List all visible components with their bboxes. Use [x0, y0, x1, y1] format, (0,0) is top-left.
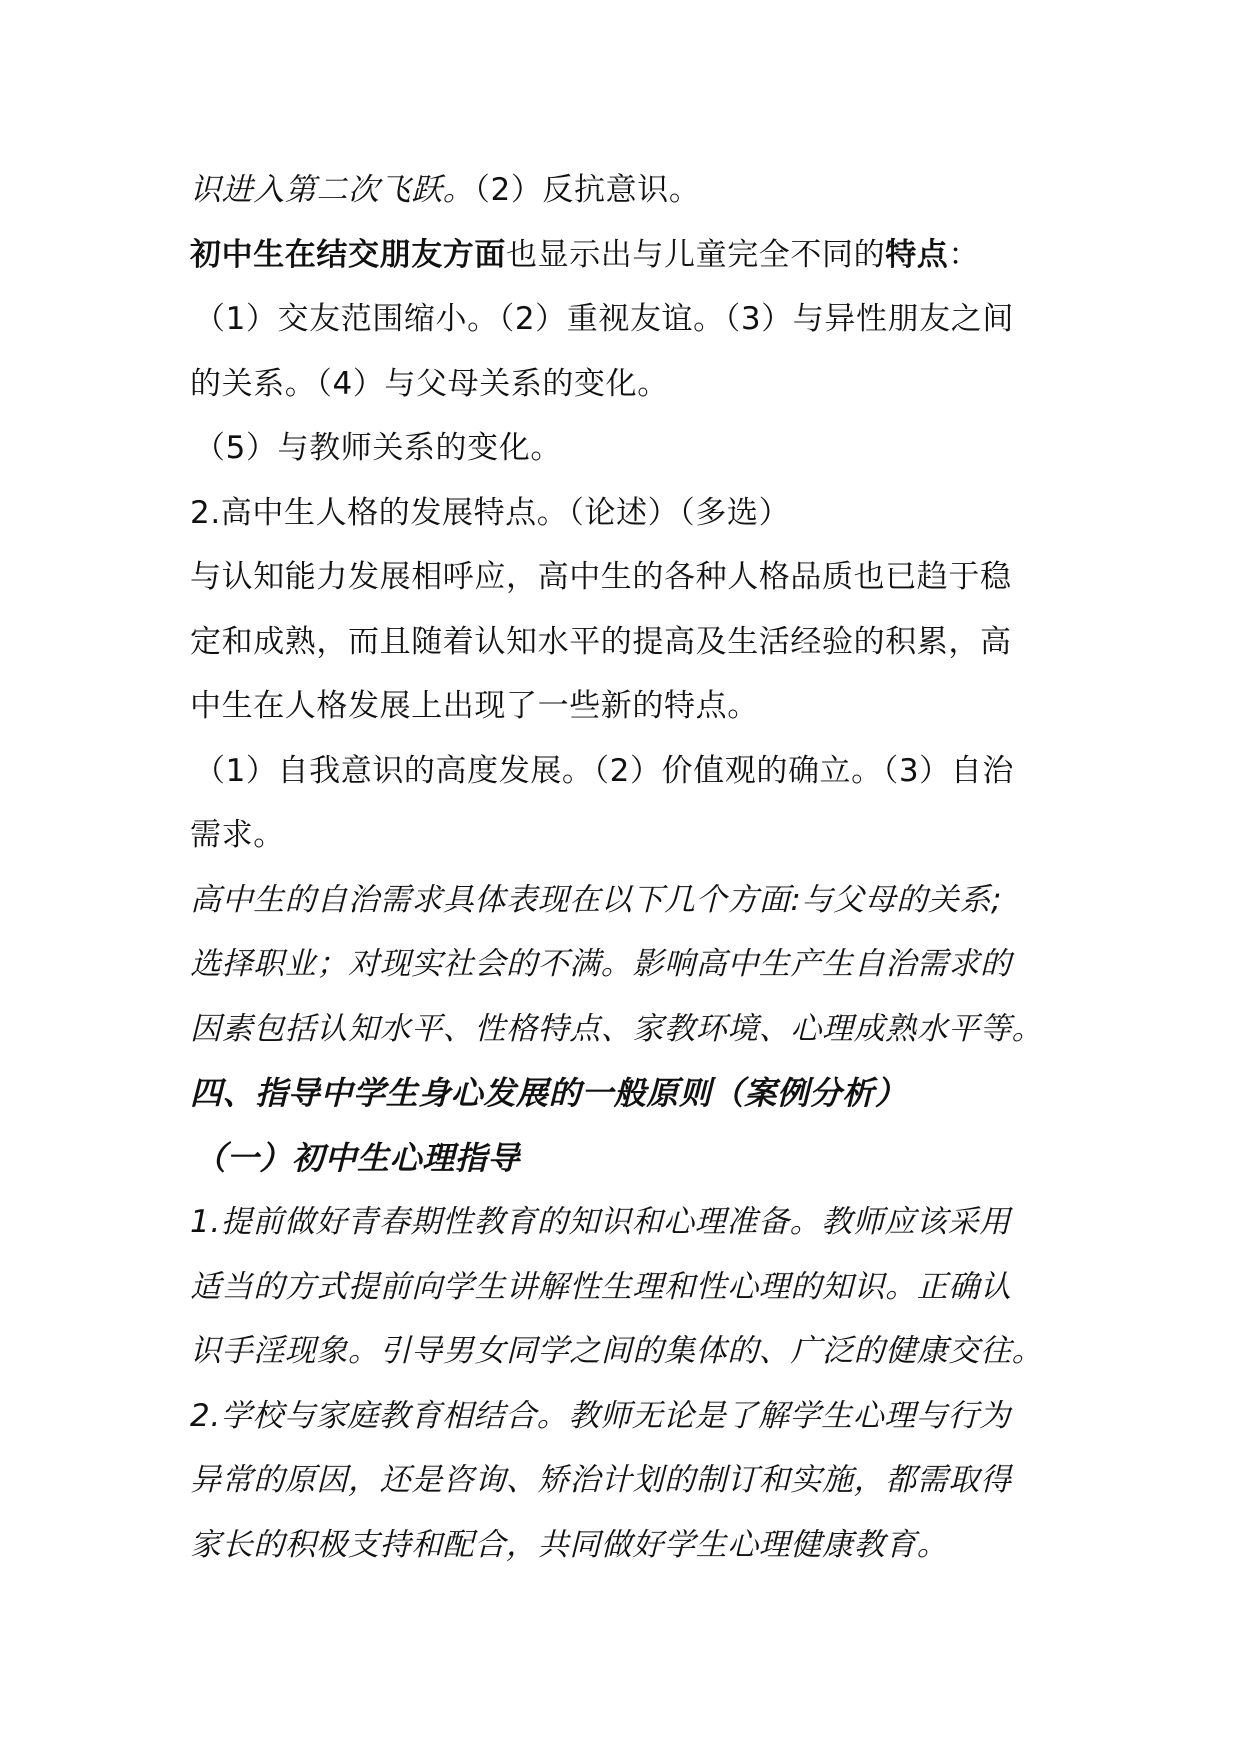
- section-subtitle: 2.高中生人格的发展特点。（论述）（多选）: [190, 494, 791, 531]
- italic-paragraph-line: 家长的积极支持和配合，共同做好学生心理健康教育。: [190, 1526, 949, 1563]
- text-span: ：: [948, 236, 981, 273]
- paragraph-line: 中生在人格发展上出现了一些新的特点。: [190, 688, 759, 724]
- bold-text: 特点: [885, 236, 949, 273]
- italic-text: 识进入第二次飞跃。: [190, 172, 475, 208]
- italic-paragraph-line: 选择职业；对现实社会的不满。影响高中生产生自治需求的: [190, 946, 1012, 982]
- text-span: （2）反抗意识。: [474, 172, 701, 208]
- paragraph-line: [190, 223, 1070, 288]
- paragraph-line: 的关系。（4）与父母关系的变化。: [190, 365, 669, 402]
- italic-paragraph-line: 异常的原因，还是咨询、矫治计划的制订和实施，都需取得: [190, 1462, 1012, 1498]
- paragraph-line: 定和成熟，而且随着认知水平的提高及生活经验的积累，高: [190, 623, 1012, 660]
- document-body: [190, 158, 1070, 1577]
- paragraph-line: 与认知能力发展相呼应，高中生的各种人格品质也已趋于稳: [190, 559, 1012, 595]
- bold-text: 初中生在结交朋友方面: [190, 236, 506, 273]
- paragraph-line: （1）自我意识的高度发展。（2）价值观的确立。（3）自治: [194, 752, 1014, 789]
- paragraph-line: 需求。: [190, 817, 285, 853]
- italic-paragraph-line: 识手淫现象。引导男女同学之间的集体的、广泛的健康交往。: [190, 1333, 1044, 1369]
- italic-paragraph-line: 高中生的自治需求具体表现在以下几个方面:与父母的关系;: [190, 881, 1003, 918]
- italic-paragraph-line: 2.学校与家庭教育相结合。教师无论是了解学生心理与行为: [190, 1397, 1011, 1434]
- subsection-heading: （一）初中生心理指导: [194, 1138, 521, 1177]
- italic-paragraph-line: 因素包括认知水平、性格特点、家教环境、心理成熟水平等。: [190, 1010, 1044, 1047]
- section-heading: 四、指导中学生身心发展的一般原则（案例分析）: [190, 1074, 908, 1112]
- italic-paragraph-line: 适当的方式提前向学生讲解性生理和性心理的知识。正确认: [190, 1268, 1012, 1305]
- text-span: 也显示出与儿童完全不同的: [506, 236, 886, 273]
- italic-paragraph-line: 1.提前做好青春期性教育的知识和心理准备。教师应该采用: [190, 1204, 1011, 1240]
- paragraph-line: [190, 158, 1070, 223]
- paragraph-line: （1）交友范围缩小。（2）重视友谊。（3）与异性朋友之间: [194, 301, 1014, 337]
- paragraph-line: （5）与教师关系的变化。: [194, 430, 562, 466]
